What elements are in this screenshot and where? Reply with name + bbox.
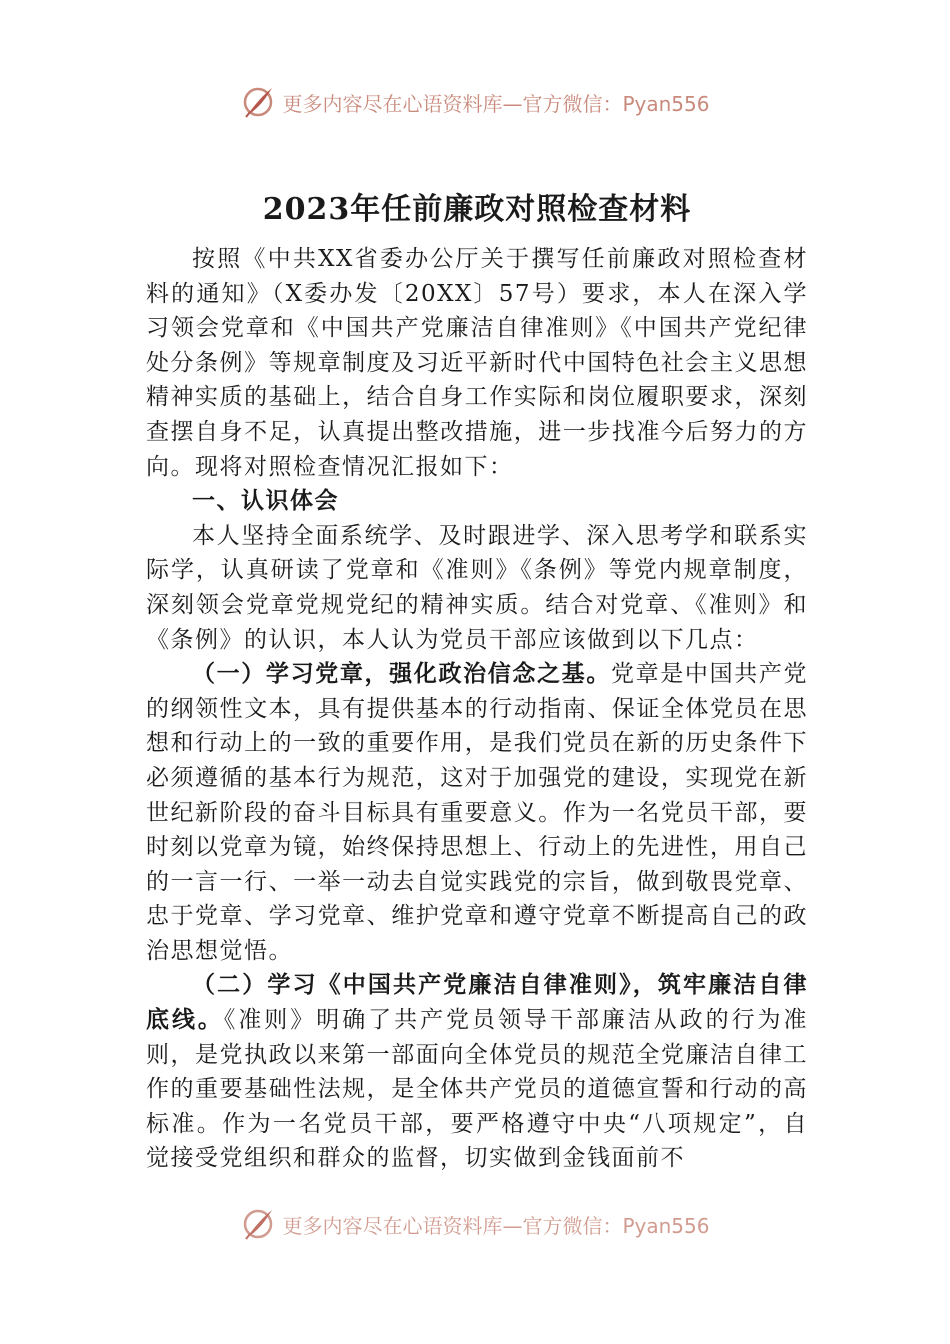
item-body-2: 《准则》明确了共产党员领导干部廉洁从政的行为准则，是党执政以来第一部面向全体党员的规范全党廉洁自律工作的重要基础性法规，是全体共产党员的道德宣誓和行动的高标准。作为一名党员干部，要严格遵守中央“八项规定”，自觉接受党组织和群众的监督，切实做到金钱面前不	[146, 1007, 809, 1172]
item-paragraph-2	[146, 968, 808, 1176]
item-heading-2: （二）学习《中国共产党廉洁自律准则》，筑牢廉洁自律底线。	[146, 971, 808, 1034]
section-heading: 一、认识体会	[192, 488, 339, 515]
watermark-header	[0, 82, 950, 122]
watermark-footer	[0, 1204, 950, 1244]
document-title: 2023年任前廉政对照检查材料	[262, 192, 692, 227]
watermark-text: 更多内容尽在心语资料库—官方微信：Pyan556	[282, 1213, 710, 1238]
item-body-1: 党章是中国共产党的纲领性文本，具有提供基本的行动指南、保证全体党员在思想和行动上的一致的重要作用，是我们党员在新的历史条件下必须遵循的基本行为规范，这对于加强党的建设，实现党在新世纪新阶段的奋斗目标具有重要意义。作为一名党员干部，要时刻以党章为镜，始终保持思想上、行动上的先进性，用自己的一言一行、一举一动去自觉实践党的宗旨，做到敬畏党章、忠于党章、学习党章、维护党章和遵守党章不断提高自己的政治思想觉悟。	[146, 661, 809, 964]
document-body	[146, 180, 808, 1176]
item-paragraph-1	[146, 657, 808, 968]
watermark-text: 更多内容尽在心语资料库—官方微信：Pyan556	[282, 91, 710, 116]
section-paragraph: 本人坚持全面系统学、及时跟进学、深入思考学和联系实际学，认真研读了党章和《准则》《条例》等党内规章制度，深刻领会党章党规党纪的精神实质。结合对党章、《准则》和《条例》的认识，本人认为党员干部应该做到以下几点：	[146, 522, 808, 653]
item-heading-1: （一）学习党章，强化政治信念之基。	[192, 660, 611, 688]
feather-pen-logo-icon	[240, 84, 276, 120]
intro-paragraph: 按照《中共XX省委办公厅关于撰写任前廉政对照检查材料的通知》（X委办发〔20XX〕57号）要求，本人在深入学习领会党章和《中国共产党廉洁自律准则》《中国共产党纪律处分条例》等规章制度及习近平新时代中国特色社会主义思想精神实质的基础上，结合自身工作实际和岗位履职要求，深刻查摆自身不足，认真提出整改措施，进一步找准今后努力的方向。现将对照检查情况汇报如下：	[146, 246, 808, 480]
feather-pen-logo-icon	[240, 1206, 276, 1242]
